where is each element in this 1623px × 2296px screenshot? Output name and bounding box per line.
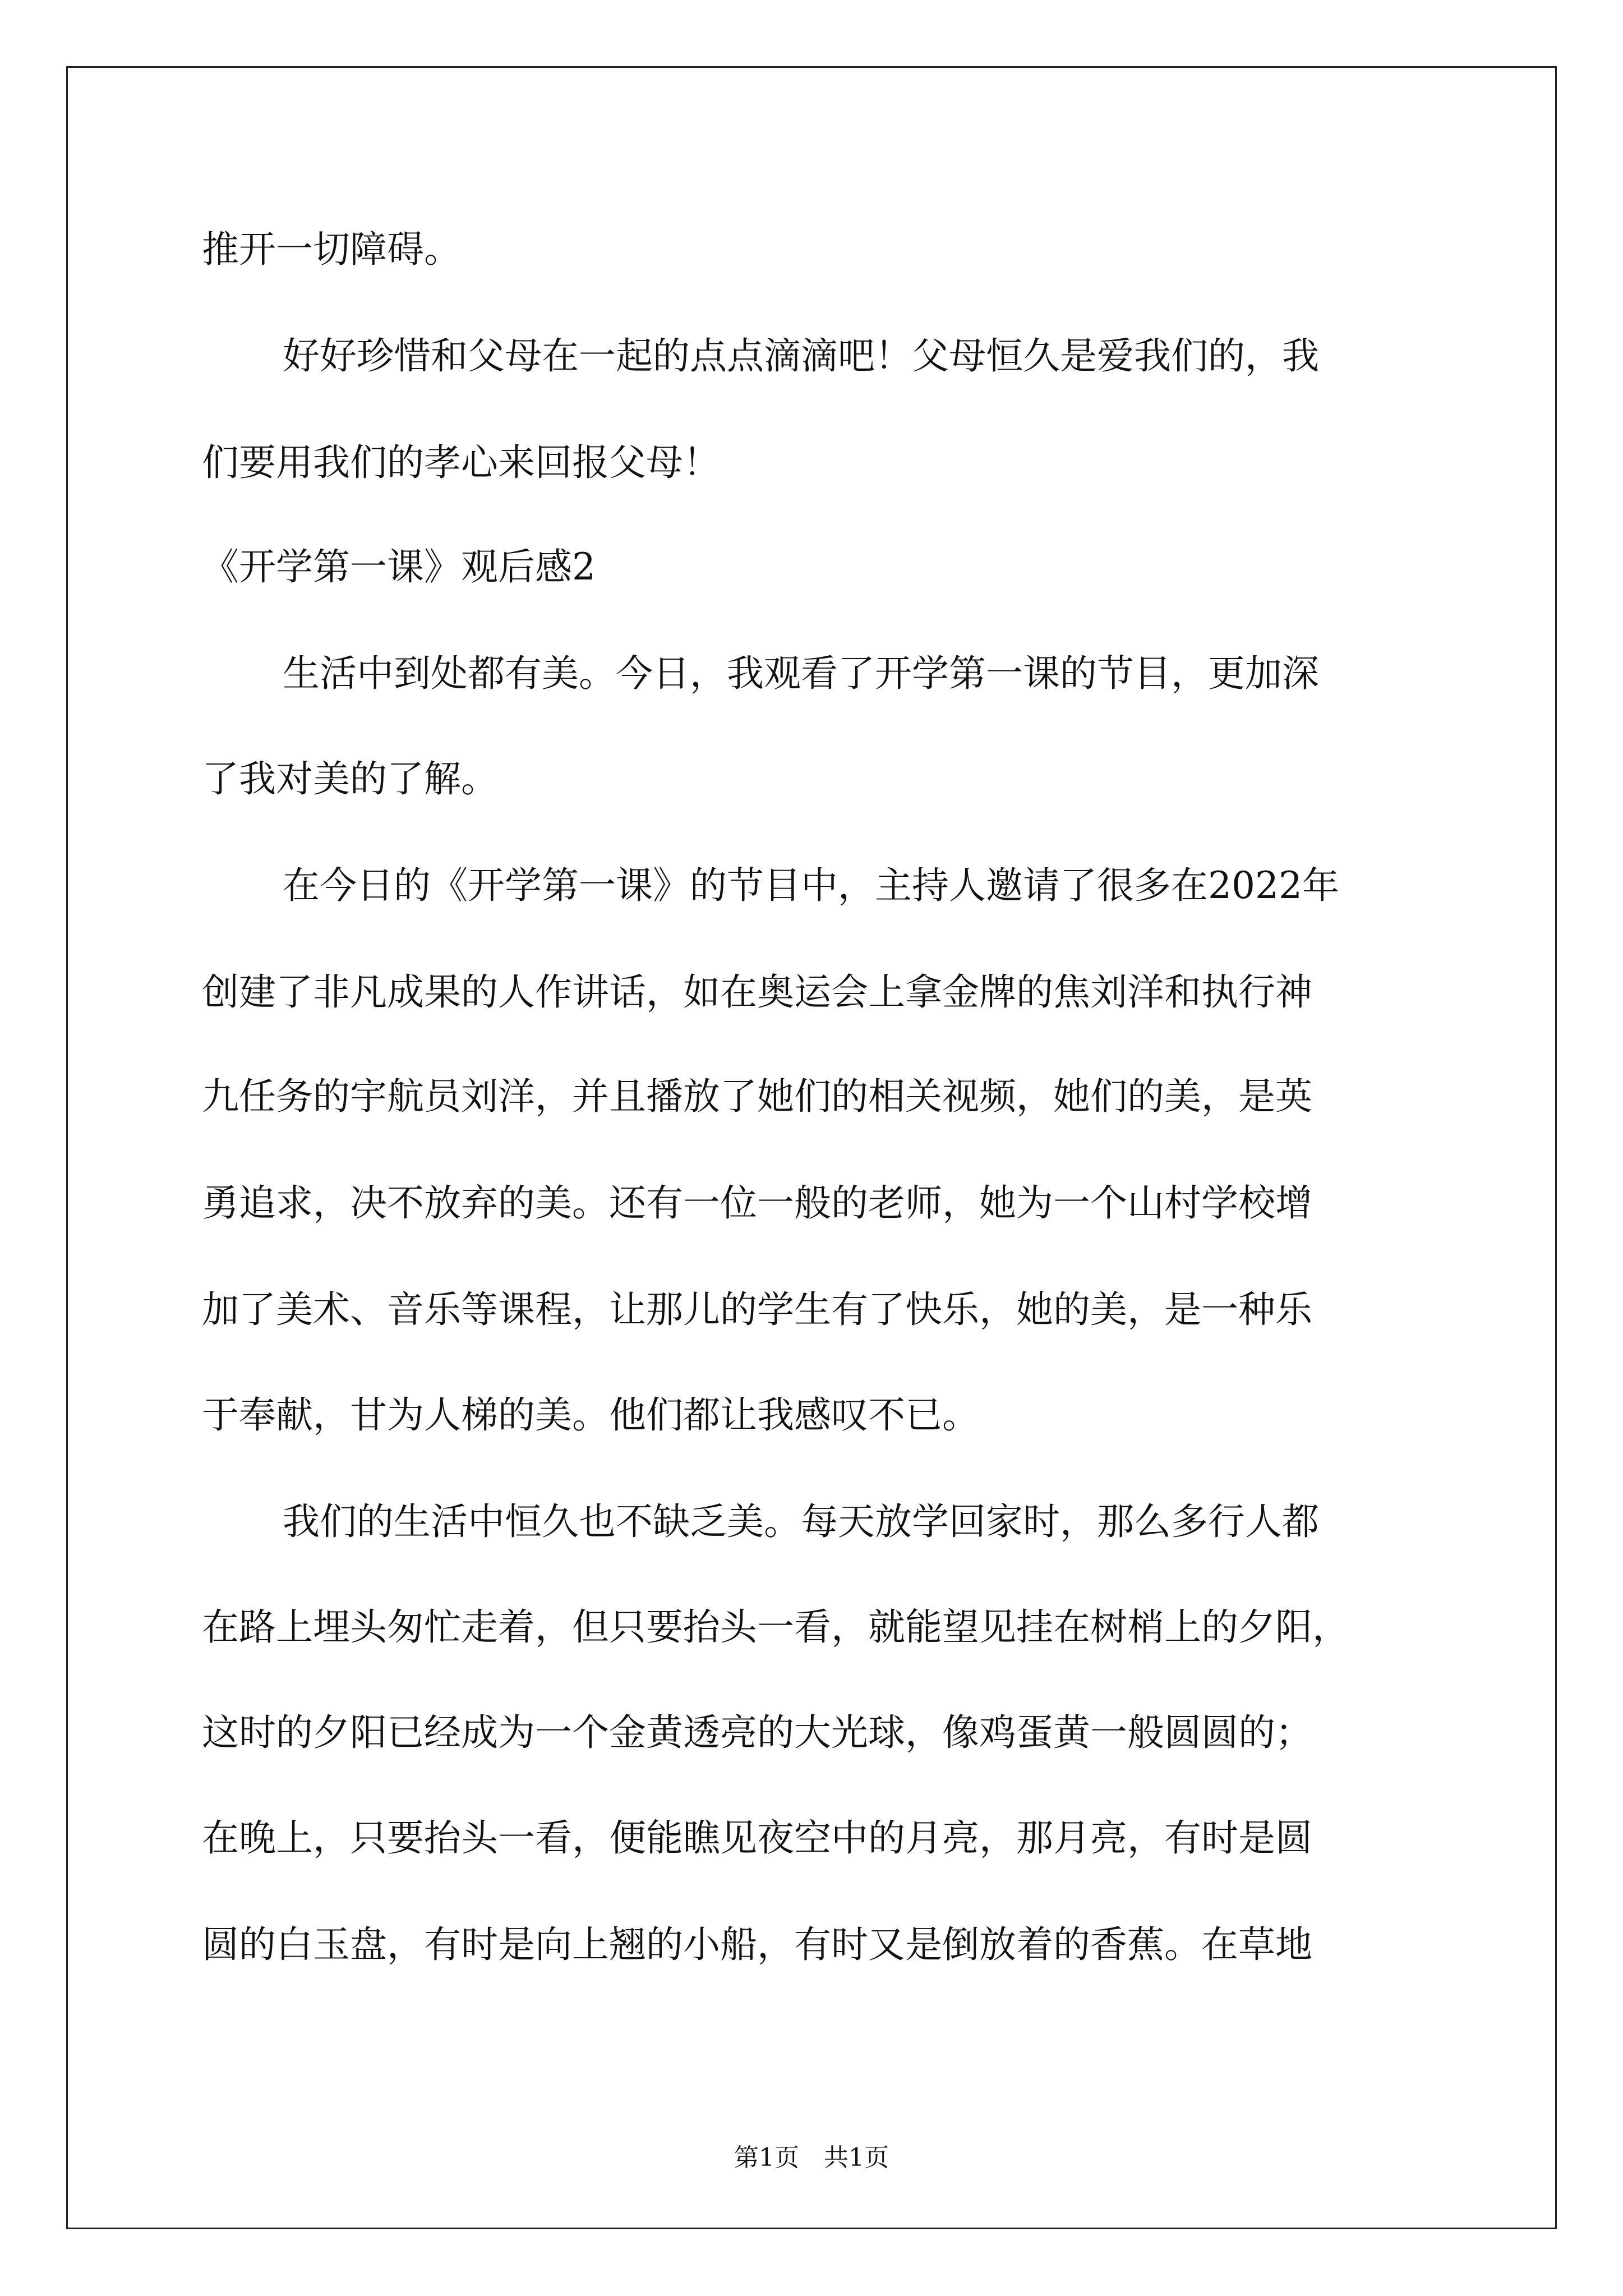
text-line: 们要用我们的孝心来回报父母！	[202, 441, 720, 484]
text-line: 这时的夕阳已经成为一个金黄透亮的大光球，像鸡蛋黄一般圆圆的；	[202, 1711, 1312, 1754]
text-line: 在晚上，只要抬头一看，便能瞧见夜空中的月亮，那月亮，有时是圆	[202, 1816, 1312, 1860]
text-line: 在今日的《开学第一课》的节目中，主持人邀请了很多在2022年	[283, 864, 1339, 907]
text-line: 在路上埋头匆忙走着，但只要抬头一看，就能望见挂在树梢上的夕阳，	[202, 1605, 1349, 1649]
text-line: 于奉献，甘为人梯的美。他们都让我感叹不已。	[202, 1393, 979, 1437]
text-line: 圆的白玉盘，有时是向上翘的小船，有时又是倒放着的香蕉。在草地	[202, 1923, 1312, 1966]
text-line: 推开一切障碍。	[202, 228, 461, 271]
text-line: 了我对美的了解。	[202, 757, 498, 800]
text-line: 好好珍惜和父母在一起的点点滴滴吧！父母恒久是爱我们的，我	[283, 334, 1319, 378]
text-line: 创建了非凡成果的人作讲话，如在奥运会上拿金牌的焦刘洋和执行神	[202, 970, 1312, 1014]
section-heading: 《开学第一课》观后感2	[202, 545, 596, 588]
text-line: 生活中到处都有美。今日，我观看了开学第一课的节目，更加深	[283, 652, 1319, 695]
page-footer: 第1页 共1页	[734, 2143, 889, 2172]
text-line: 九任务的宇航员刘洋，并且播放了她们的相关视频，她们的美，是英	[202, 1075, 1312, 1118]
page-border	[66, 66, 1557, 2229]
text-line: 勇追求，决不放弃的美。还有一位一般的老师，她为一个山村学校增	[202, 1181, 1312, 1225]
text-line: 加了美术、音乐等课程，让那儿的学生有了快乐，她的美，是一种乐	[202, 1288, 1312, 1331]
text-line: 我们的生活中恒久也不缺乏美。每天放学回家时，那么多行人都	[283, 1500, 1319, 1543]
